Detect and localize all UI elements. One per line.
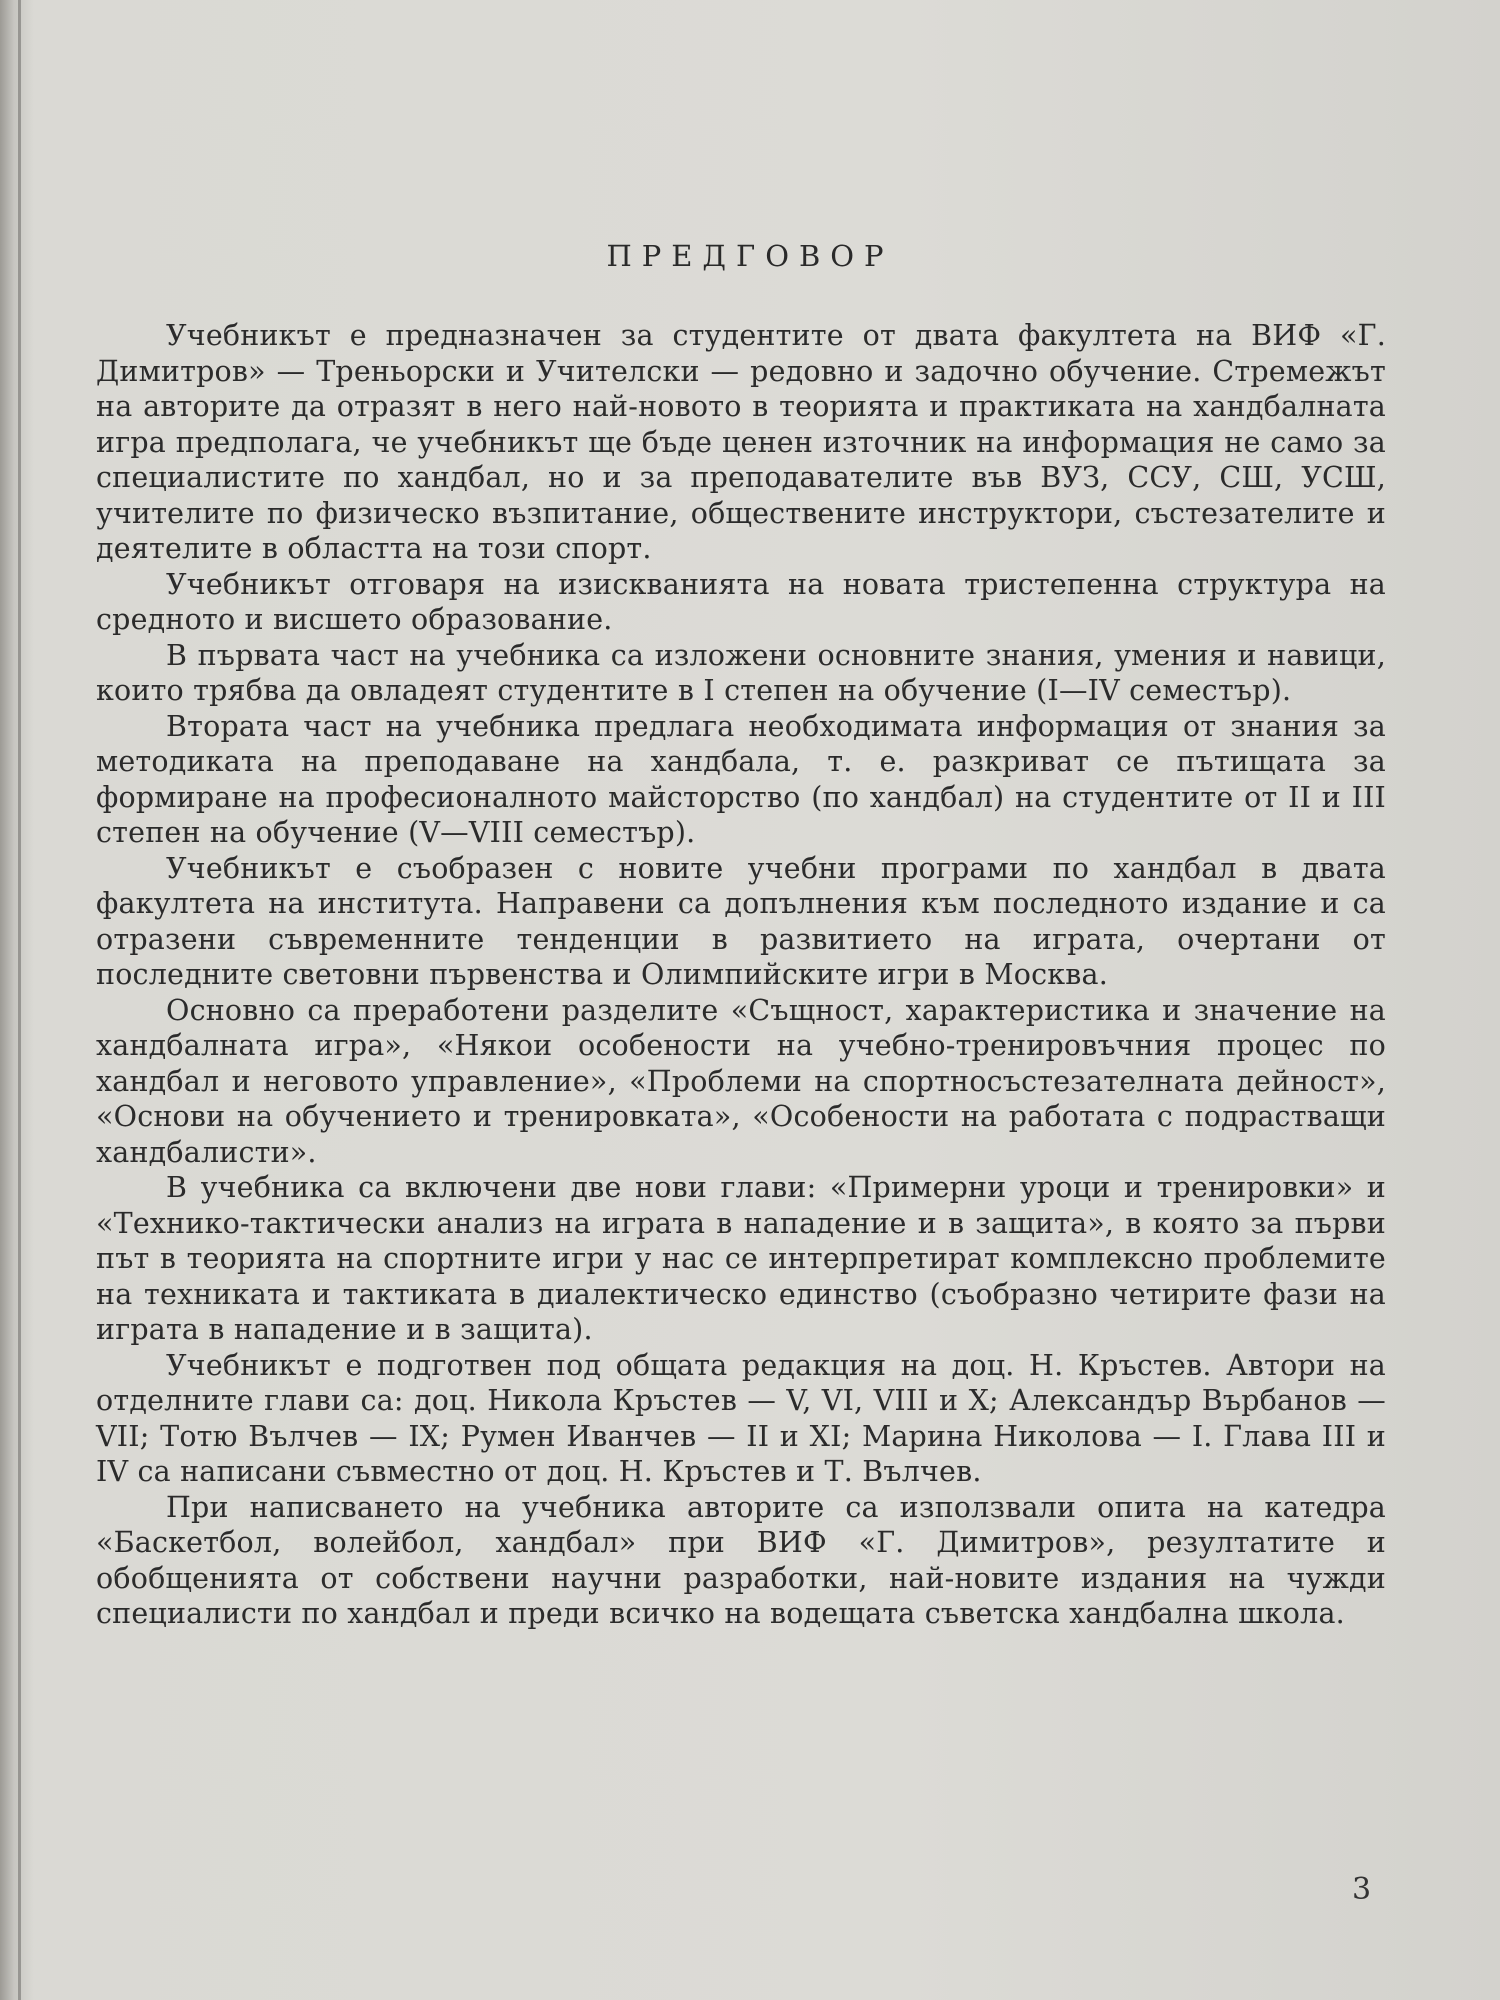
page-title: ПРЕДГОВОР (606, 239, 894, 274)
paragraph: Учебникът е предназначен за студентите от двата факултета на ВИФ «Г. Димитров» — Треньорски и Учителски — редовно и задочно обучение. Стремежът на авторите да отразят в него най-новото в теорията и практиката на хандбалната игра предполага, че учебникът ще бъде ценен източник на информация не само за специалистите по хандбал, но и за преподавателите във ВУЗ, ССУ, СШ, УСШ, учителите по физическо възпитание, обществените инструктори, състезателите и деятелите в областта на този спорт. (96, 319, 1386, 565)
paragraph: Учебникът отговаря на изискванията на новата тристепенна структура на средното и висшето образование. (96, 567, 1386, 636)
binding-gutter (18, 0, 21, 2000)
body-text (96, 318, 1386, 1632)
paragraph: При написването на учебника авторите са използвали опита на катедра «Баскетбол, волейбол, хандбал» при ВИФ «Г. Димитров», резултатите и обобщенията от собствени научни разработки, най-новите издания на чужди специалисти по хандбал и преди всичко на водещата съветска хандбална школа. (96, 1490, 1386, 1630)
paragraph: Основно са преработени разделите «Същност, характеристика и значение на хандбалната игра», «Някои особености на учебно-тренировъчния процес по хандбал и неговото управление», «Проблеми на спортносъстезателната дейност», «Основи на обучението и тренировката», «Особености на работата с подрастващи хандбалисти». (96, 993, 1386, 1169)
paragraph: Учебникът е подготвен под общата редакция на доц. Н. Кръстев. Автори на отделните глави са: доц. Никола Кръстев — V, VI, VIII и X; Александър Върбанов — VII; Тотю Вълчев — IX; Румен Иванчев — II и XI; Марина Николова — I. Глава III и IV са написани съвместно от доц. Н. Кръстев и Т. Вълчев. (96, 1348, 1386, 1488)
page-number: 3 (1352, 1872, 1372, 1907)
paragraph: Учебникът е съобразен с новите учебни програми по хандбал в двата факултета на института. Направени са допълнения към последното издание и са отразени съвременните тенденции в развитието на играта, очертани от последните световни първенства и Олимпийските игри в Москва. (96, 851, 1386, 991)
paragraph: Втората част на учебника предлага необходимата информация от знания за методиката на преподаване на хандбала, т. е. разкриват се пътищата за формиране на професионалното майсторство (по хандбал) на студентите от II и III степен на обучение (V—VIII семестър). (96, 709, 1386, 849)
paragraph: В учебника са включени две нови глави: «Примерни уроци и тренировки» и «Технико-тактически анализ на играта в нападение и в защита», в която за първи път в теорията на спортните игри у нас се интерпретират комплексно проблемите на техниката и тактиката в диалектическо единство (съобразно четирите фази на играта в нападение и в защита). (96, 1171, 1386, 1346)
paragraph: В първата част на учебника са изложени основните знания, умения и навици, които трябва да овладеят студентите в I степен на обучение (I—IV семестър). (96, 638, 1386, 707)
